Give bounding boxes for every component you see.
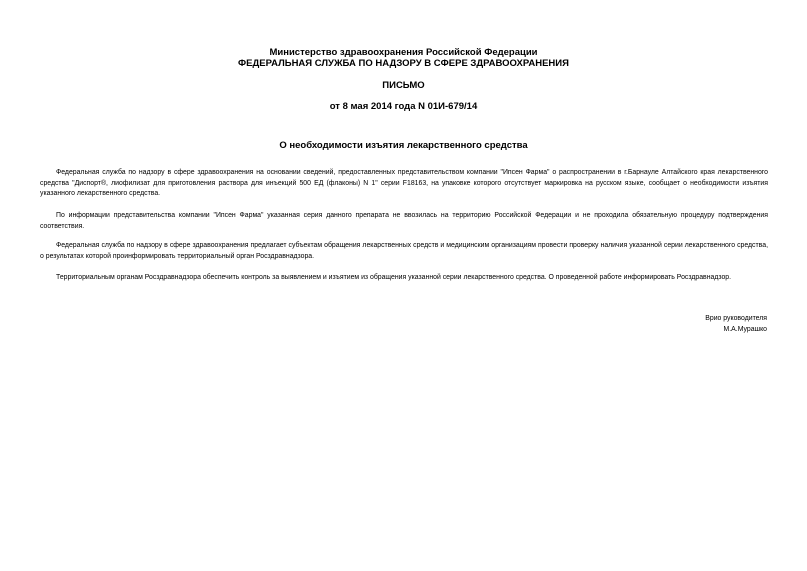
body-paragraph-4: Территориальным органам Росздравнадзора обеспечить контроль за выявлением и изъятием из обращения указанной серии лекарственного средства. О проведенной работе информировать Росздравнадзор. [56,274,732,281]
service-name: ФЕДЕРАЛЬНАЯ СЛУЖБА ПО НАДЗОРУ В СФЕРЕ ЗДРАВООХРАНЕНИЯ [238,58,569,69]
document-date-number: от 8 мая 2014 года N 01И-679/14 [329,101,478,112]
ministry-name: Министерство здравоохранения Российской Федерации [269,47,538,58]
body-paragraph-3: Федеральная служба по надзору в сфере здравоохранения предлагает субъектам обращения лекарственных средств и медицинским организациям провести проверку наличия указанной серии лекарственного средства, о результатах которой проинформировать территориальный орган Росздравнадзора. [40,242,768,260]
signatory-name: М.А.Мурашко [723,326,767,333]
body-paragraph-2: По информации представительства компании "Ипсен Фарма" указанная серия данного препарата не ввозилась на территорию Российской Федерации и не проходила обязательную процедуру подтверждения соответствия. [40,212,768,230]
body-paragraph-1: Федеральная служба по надзору в сфере здравоохранения на основании сведений, предоставленных представительством компании "Ипсен Фарма" о распространении в г.Барнауле Алтайского края лекарственного средства "Диспорт®, лиофилизат для приготовления раствора для инъекций 500 ЕД (флаконы) N 1" серии F18163, на упаковке которого отсутствует маркировка на русском языке, сообщает о необходимости изъятия указанного лекарственного средства. [40,169,768,198]
document-subject: О необходимости изъятия лекарственного средства [279,140,528,151]
document-type: ПИСЬМО [382,80,425,91]
signatory-title: Врио руководителя [705,315,767,322]
